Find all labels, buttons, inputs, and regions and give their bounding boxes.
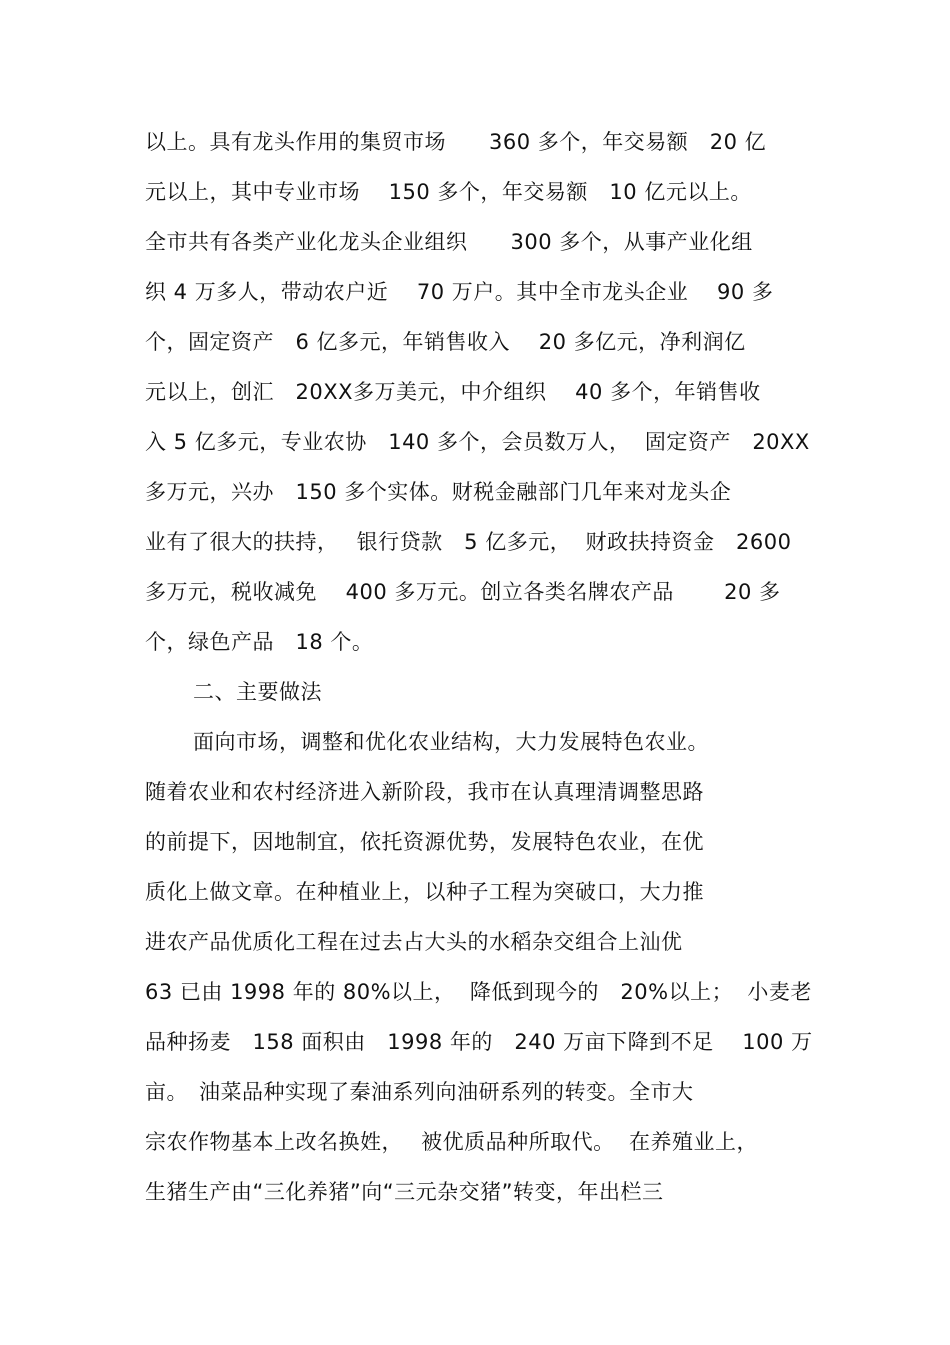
text-line: 个，绿色产品 18 个。 [145,630,374,654]
text-line: 进农产品优质化工程在过去占大头的水稻杂交组合上汕优 [145,930,683,954]
text-line: 生猪生产由“三化养猪”向“三元杂交猪”转变，年出栏三 [145,1180,664,1204]
text-line: 入 5 亿多元，专业农协 140 多个，会员数万人， 固定资产 20XX [145,430,810,454]
text-line: 个，固定资产 6 亿多元，年销售收入 20 多亿元，净利润亿 [145,330,746,354]
text-line: 全市共有各类产业化龙头企业组织 300 多个，从事产业化组 [145,230,753,254]
text-line: 随着农业和农村经济进入新阶段，我市在认真理清调整思路 [145,780,704,804]
text-line: 元以上，其中专业市场 150 多个，年交易额 10 亿元以上。 [145,180,752,204]
text-line: 多万元，税收减免 400 多万元。创立各类名牌农产品 20 多 [145,580,781,604]
text-line: 的前提下，因地制宜，依托资源优势，发展特色农业，在优 [145,830,704,854]
text-line: 质化上做文章。在种植业上，以种子工程为突破口，大力推 [145,880,704,904]
text-line: 业有了很大的扶持， 银行贷款 5 亿多元， 财政扶持资金 2600 [145,530,792,554]
text-line: 亩。 油菜品种实现了秦油系列向油研系列的转变。全市大 [145,1080,694,1104]
text-line: 63 已由 1998 年的 80%以上， 降低到现今的 20%以上； 小麦老 [145,980,812,1004]
text-line: 品种扬麦 158 面积由 1998 年的 240 万亩下降到不足 100 万 [145,1030,813,1054]
paragraph-lead: 面向市场，调整和优化农业结构，大力发展特色农业。 [193,730,709,754]
text-line: 宗农作物基本上改名换姓， 被优质品种所取代。 在养殖业上， [145,1130,759,1154]
text-line: 织 4 万多人，带动农户近 70 万户。其中全市龙头企业 90 多 [145,280,774,304]
section-heading: 二、主要做法 [193,680,322,704]
text-line: 以上。具有龙头作用的集贸市场 360 多个，年交易额 20 亿 [145,130,767,154]
text-line: 元以上，创汇 20XX多万美元，中介组织 40 多个，年销售收 [145,380,761,404]
text-line: 多万元，兴办 150 多个实体。财税金融部门几年来对龙头企 [145,480,732,504]
